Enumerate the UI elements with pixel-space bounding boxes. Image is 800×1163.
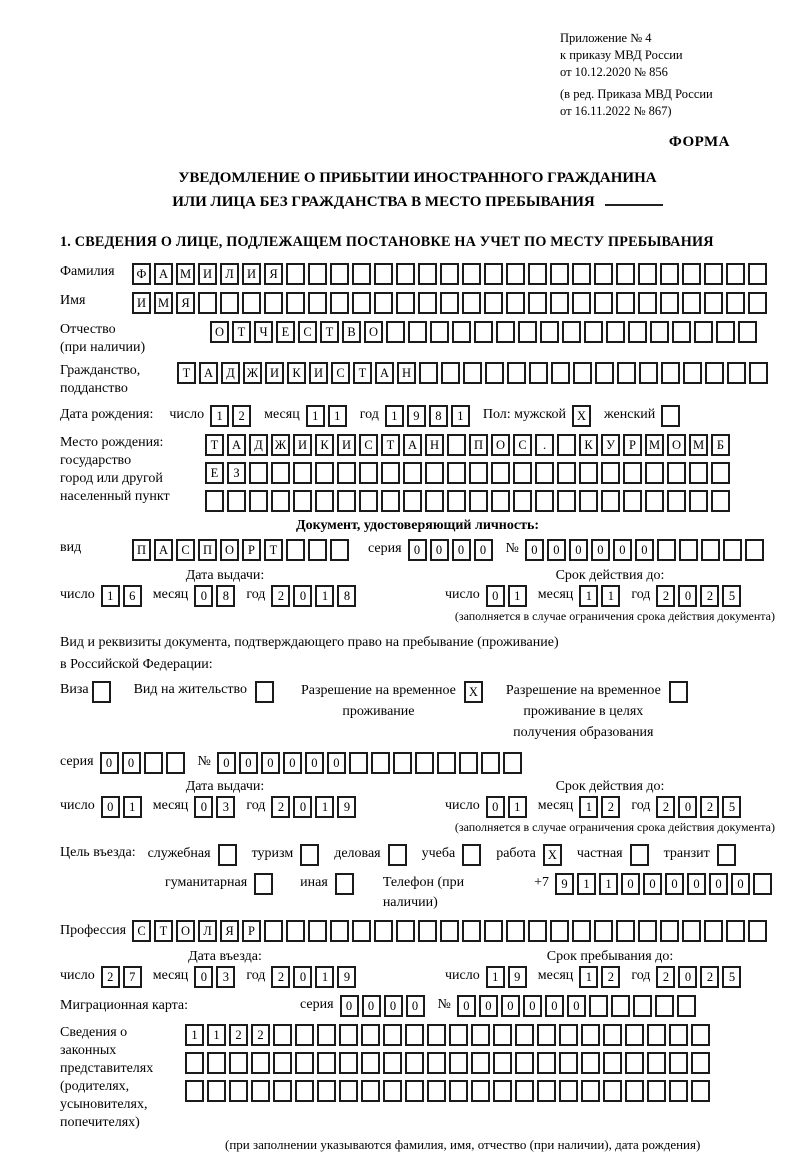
purpose-transit-checkbox	[717, 844, 739, 866]
permit-number-cells: 0 0 0 0 0 0	[217, 752, 525, 774]
annex-block	[560, 30, 775, 120]
migration-card-label: Миграционная карта:	[60, 998, 189, 1013]
issue-year-cells: 2 0 1 8	[271, 585, 359, 607]
guardians-row1-cells: 1 1 2 2	[185, 1024, 713, 1046]
stay-until-header: Срок пребывания до:	[546, 949, 674, 964]
stay-month-cells: 1 2	[579, 966, 623, 988]
residence-doc-types-row	[60, 680, 775, 743]
patronymic-cells: О Т Ч Е С Т В О	[210, 321, 760, 343]
valid-month-cells: 1 1	[579, 585, 623, 607]
purpose-option: туризм	[252, 844, 323, 866]
permit-issue-header: Дата выдачи:	[185, 779, 265, 794]
profession-cells: С Т О Л Я Р	[132, 920, 770, 942]
permit-series-label: серия	[60, 754, 94, 769]
identity-doc-date-headers	[60, 568, 775, 584]
purpose-option: иная	[300, 873, 357, 895]
form-title	[60, 167, 775, 214]
purpose-option: учеба	[422, 844, 485, 866]
purpose-humanitarian-checkbox	[254, 873, 276, 895]
permit-issue-day-cells: 0 1	[101, 796, 145, 818]
permit-series-cells: 0 0	[100, 752, 188, 774]
guardians-row	[60, 1024, 775, 1132]
issue-day-cells: 1 6	[101, 585, 145, 607]
entry-day-cells: 2 7	[101, 966, 145, 988]
birth-place-row2-cells: Е З	[205, 462, 733, 484]
birth-day-cells: 1 2	[210, 405, 254, 427]
purpose-option: деловая	[334, 844, 409, 866]
form-title-line2: ИЛИ ЛИЦА БЕЗ ГРАЖДАНСТВА В МЕСТО ПРЕБЫВАНИЯ	[172, 194, 595, 210]
entry-date-headers	[60, 949, 775, 965]
visa-checkbox	[92, 681, 114, 703]
temp-permit-checkbox: X	[464, 681, 486, 703]
permit-validity-note: (заполняется в случае ограничения срока действия документа)	[454, 820, 775, 834]
purpose-option: гуманитарная	[165, 873, 276, 895]
permit-issue-year-cells: 2 0 1 9	[271, 796, 359, 818]
permit-valid-day-cells: 0 1	[486, 796, 530, 818]
guardians-note: (при заполнении указываются фамилия, имя, отчество (при наличии), дата рождения)	[225, 1137, 701, 1152]
permit-issue-month-cells: 0 3	[194, 796, 238, 818]
purpose-work-checkbox: X	[543, 844, 565, 866]
guardians-row3-cells	[185, 1080, 713, 1102]
entry-purpose-label: Цель въезда:	[60, 845, 136, 860]
phone-label: Телефон (при наличии)	[382, 875, 465, 910]
identity-doc-heading: Документ, удостоверяющий личность:	[295, 518, 540, 533]
month-label: месяц	[264, 407, 300, 422]
permit-valid-date: число 0 1 месяц 1 2 год 2 0 2 5	[445, 796, 775, 818]
entry-year-cells: 2 0 1 9	[271, 966, 359, 988]
purpose-option: частная	[577, 844, 652, 866]
birth-place-label: Место рождения: государство город или другой населенный пункт	[60, 435, 170, 504]
entry-purpose-row	[60, 844, 775, 866]
profession-row	[60, 920, 775, 942]
annex-line: от 10.12.2020 № 856	[560, 65, 668, 79]
phone-prefix: +7	[534, 875, 549, 890]
doc-kind-label: вид	[60, 540, 82, 555]
annex-line: к приказу МВД России	[560, 48, 683, 62]
residence-permit-checkbox	[255, 681, 277, 703]
surname-label: Фамилия	[60, 264, 115, 279]
entry-date-header: Дата въезда:	[188, 949, 262, 964]
entry-month-cells: 0 3	[194, 966, 238, 988]
edu-permit-checkbox	[669, 681, 691, 703]
year-label: год	[359, 407, 379, 422]
validity-note: (заполняется в случае ограничения срока действия документа)	[454, 609, 775, 623]
temp-permit-label: Разрешение на временное проживание	[300, 683, 456, 719]
annex-line: Приложение № 4	[560, 31, 652, 45]
name-cells: И М Я	[132, 292, 770, 314]
identity-valid-date: число 0 1 месяц 1 1 год 2 0 2 5	[445, 585, 775, 607]
migration-series-cells: 0 0 0 0	[340, 995, 428, 1017]
migration-card-row	[60, 995, 775, 1017]
purpose-other-checkbox	[335, 873, 357, 895]
sex-female-label: женский	[604, 407, 656, 422]
entry-stay-dates	[60, 966, 775, 988]
blank-underline	[605, 190, 663, 206]
edu-permit-label: Разрешение на временное проживание в целях получения образования	[505, 683, 661, 740]
guardians-label: Сведения о законных представителях (родителях, усыновителях, попечителях)	[60, 1025, 154, 1130]
patronymic-label: Отчество (при наличии)	[60, 322, 146, 355]
purpose-option: служебная	[148, 844, 240, 866]
birth-month-cells: 1 1	[306, 405, 350, 427]
birth-place-row1-cells: Т А Д Ж И К И С Т А Н П О С . К У Р М О М Б	[205, 434, 733, 456]
day-label: число	[169, 407, 205, 422]
annex-note-line: от 16.11.2022 № 867)	[560, 104, 672, 118]
sex-female-checkbox	[661, 405, 683, 427]
purpose-private-checkbox	[630, 844, 652, 866]
residence-doc-dates	[60, 796, 775, 818]
sex-male-checkbox: X	[572, 405, 594, 427]
section1-heading: 1. СВЕДЕНИЯ О ЛИЦЕ, ПОДЛЕЖАЩЕМ ПОСТАНОВКЕ НА УЧЕТ ПО МЕСТУ ПРЕБЫВАНИЯ	[60, 234, 714, 250]
doc-series-label: серия	[368, 541, 402, 556]
surname-row	[60, 263, 775, 285]
residence-doc-series-row	[60, 752, 775, 774]
purpose-tourism-checkbox	[300, 844, 322, 866]
birth-place-cells	[205, 434, 733, 512]
identity-issue-date: число 1 6 месяц 0 8 год 2 0 1 8	[60, 585, 390, 607]
purpose-option: транзит	[664, 844, 739, 866]
form-title-line1: УВЕДОМЛЕНИЕ О ПРИБЫТИИ ИНОСТРАННОГО ГРАЖДАНИНА	[178, 170, 657, 186]
sex-label: Пол: мужской	[482, 407, 567, 422]
purpose-business-checkbox	[218, 844, 240, 866]
stay-year-cells: 2 0 2 5	[656, 966, 744, 988]
form-label: ФОРМА	[668, 134, 730, 150]
permit-valid-month-cells: 1 2	[579, 796, 623, 818]
phone-cells: 9 1 1 0 0 0 0 0 0	[555, 873, 775, 895]
name-label: Имя	[60, 293, 86, 308]
permit-number-label: №	[197, 754, 211, 769]
citizenship-cells: Т А Д Ж И К И С Т А Н	[177, 362, 771, 384]
birth-place-row3-cells	[205, 490, 733, 512]
surname-cells: Ф А М И Л И Я	[132, 263, 770, 285]
doc-number-label: №	[505, 541, 519, 556]
visa-label: Виза	[60, 682, 89, 697]
purpose-option: работа X	[496, 844, 565, 866]
profession-label: Профессия	[60, 923, 127, 938]
annex-note-line: (в ред. Приказа МВД России	[560, 87, 713, 101]
migration-series-label: серия	[300, 997, 334, 1012]
valid-day-cells: 0 1	[486, 585, 530, 607]
permit-valid-header: Срок действия до:	[555, 779, 665, 794]
guardians-row2-cells	[185, 1052, 713, 1074]
issue-month-cells: 0 8	[194, 585, 238, 607]
permit-valid-year-cells: 2 0 2 5	[656, 796, 744, 818]
identity-doc-dates	[60, 585, 775, 607]
permit-issue-date: число 0 1 месяц 0 3 год 2 0 1 9	[60, 796, 390, 818]
stay-until-date: число 1 9 месяц 1 2 год 2 0 2 5	[445, 966, 775, 988]
birth-date-label: Дата рождения:	[60, 407, 154, 422]
guardians-cells	[185, 1024, 713, 1102]
birth-place-row	[60, 434, 775, 512]
birth-date-row	[60, 405, 775, 427]
valid-until-header: Срок действия до:	[555, 568, 665, 583]
residence-doc-date-headers	[60, 779, 775, 795]
issue-date-header: Дата выдачи:	[185, 568, 265, 583]
doc-number-cells: 0 0 0 0 0 0	[525, 539, 767, 561]
entry-purpose-row2	[165, 873, 775, 913]
identity-doc-row	[60, 539, 775, 561]
stay-day-cells: 1 9	[486, 966, 530, 988]
citizenship-row	[60, 362, 775, 398]
migration-number-label: №	[437, 997, 451, 1012]
residence-permit-label: Вид на жительство	[133, 682, 247, 697]
patronymic-row	[60, 321, 775, 357]
name-row	[60, 292, 775, 314]
valid-year-cells: 2 0 2 5	[656, 585, 744, 607]
doc-kind-cells: П А С П О Р Т	[132, 539, 352, 561]
migration-number-cells: 0 0 0 0 0 0	[457, 995, 699, 1017]
birth-year-cells: 1 9 8 1	[385, 405, 473, 427]
purpose-commercial-checkbox	[388, 844, 410, 866]
residence-doc-intro: Вид и реквизиты документа, подтверждающего право на пребывание (проживание) в Российской Федерации:	[60, 635, 559, 672]
citizenship-label: Гражданство, подданство	[60, 363, 141, 396]
purpose-study-checkbox	[462, 844, 484, 866]
entry-date: число 2 7 месяц 0 3 год 2 0 1 9	[60, 966, 390, 988]
doc-series-cells: 0 0 0 0	[408, 539, 496, 561]
